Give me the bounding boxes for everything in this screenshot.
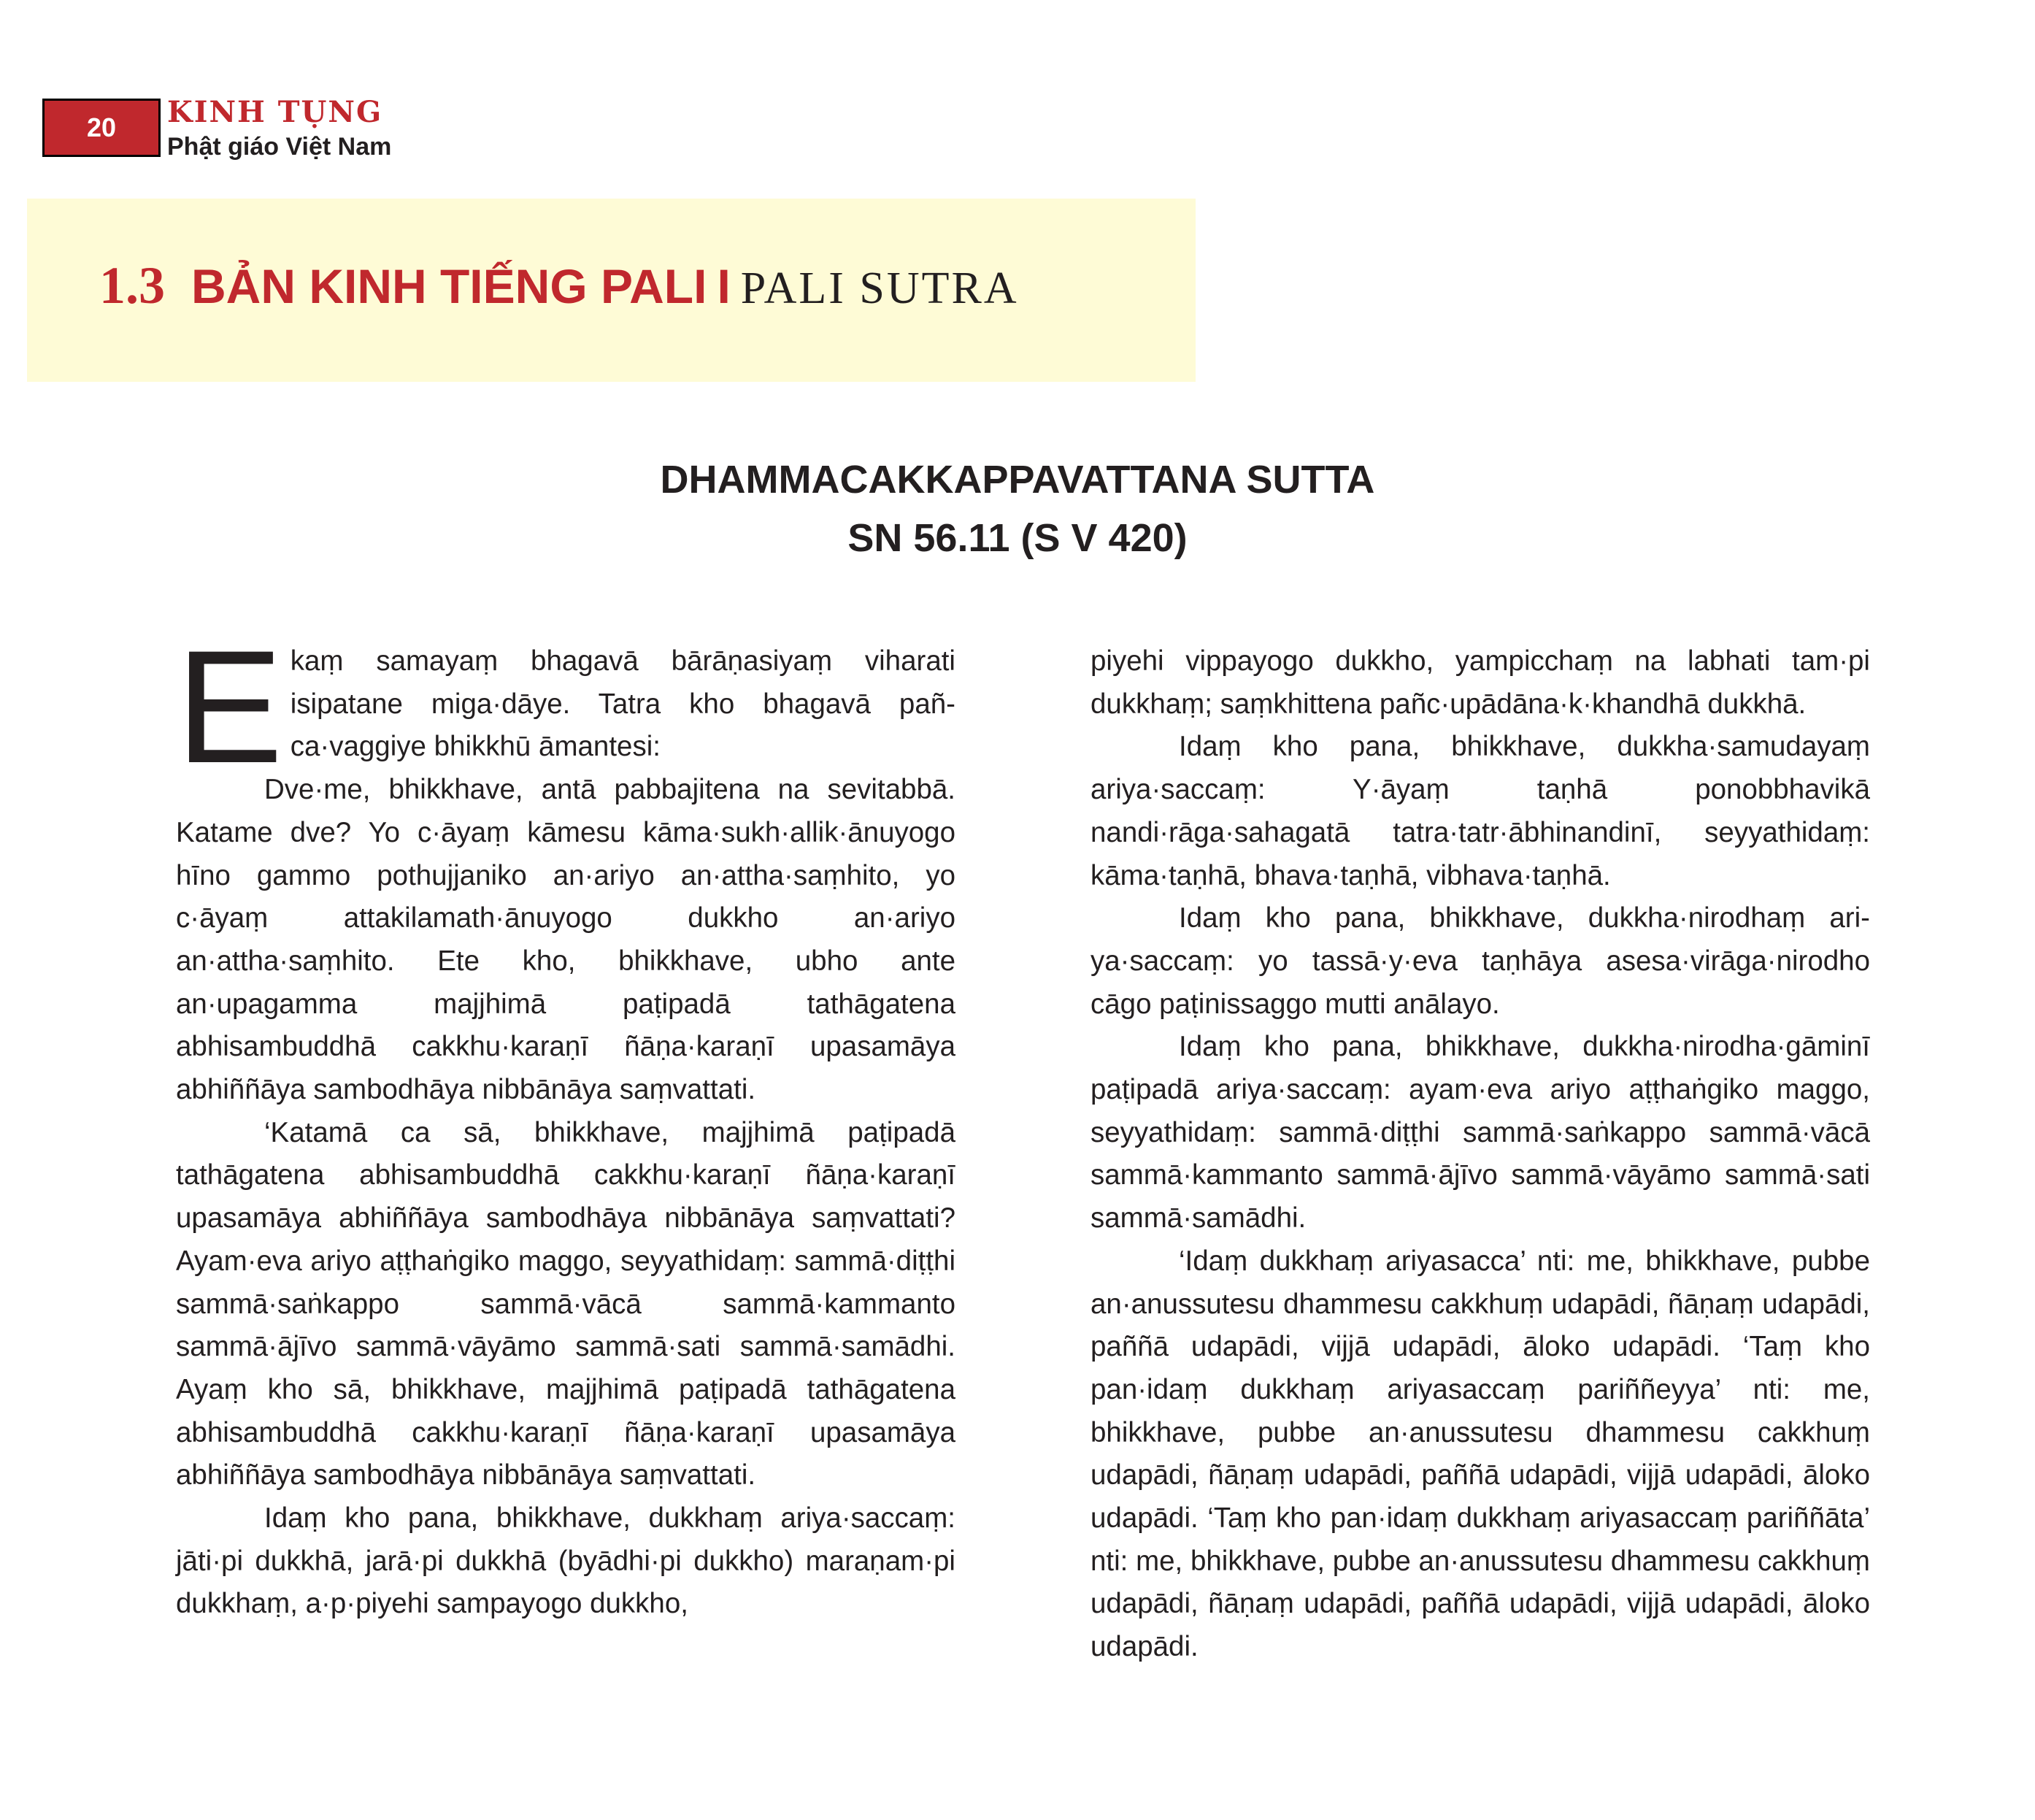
right-column <box>1090 640 1870 1669</box>
paragraph: Idaṃ kho pana, bhikkhave, dukkha·nirodha·gāminī paṭipadā ariya·saccaṃ: ayam·eva ariyo aṭṭhaṅgiko maggo, seyyathidaṃ: sammā·diṭṭhi sammā·saṅkappo sammā·vācā sammā·kammanto sammā·ājīvo sammā·vāyāmo sammā·sati sammā·samādhi. <box>1090 1031 1870 1235</box>
left-column <box>176 617 955 1626</box>
paragraph: ‘Katamā ca sā, bhikkhave, majjhimā paṭipadā tathāgatena abhisambuddhā cakkhu·karaṇī ñāṇa·karaṇī upasamāya abhiññāya sambodhāya nibbānāya saṃvattati? Ayam·eva ariyo aṭṭhaṅgiko maggo, seyyathidaṃ: sammā·diṭṭhi sammā·saṅkappo sammā·vācā sammā·kammanto sammā·ājīvo sammā·vāyāmo sammā·sati sammā·samādhi. Ayaṃ kho sā, bhikkhave, majjhimā paṭipadā tathāgatena abhisambuddhā cakkhu·karaṇī ñāṇa·karaṇī upasamāya abhiññāya sambodhāya nibbānāya saṃvattati. <box>176 1116 955 1491</box>
drop-cap: E <box>176 617 283 796</box>
paragraph-text: kaṃ samayaṃ bhagavā bārāṇasiyaṃ viharati isipatane miga·dāye. Tatra kho bhagavā pañca·vaggiye bhikkhū āmantesi: <box>290 645 955 763</box>
paragraph: ‘Idaṃ dukkhaṃ ariyasacca’ nti: me, bhikkhave, pubbe an·anussutesu dhammesu cakkhuṃ udapādi, ñāṇaṃ udapādi, paññā udapādi, vijjā udapādi, āloko udapādi. ‘Taṃ kho pan·idaṃ dukkhaṃ ariyasaccaṃ pariññeyya’ nti: me, bhikkhave, pubbe an·anussutesu dhammesu cakkhuṃ udapādi, ñāṇaṃ udapādi, paññā udapādi, vijjā udapādi, āloko udapādi. ‘Taṃ kho pan·idaṃ dukkhaṃ ariyasaccaṃ pariññāta’ nti: me, bhikkhave, pubbe an·anussutesu dhammesu cakkhuṃ udapādi, ñāṇaṃ udapādi, paññā udapādi, vijjā udapādi, āloko udapādi. <box>1090 1245 1870 1663</box>
section-title-en: PALI SUTRA <box>740 264 1019 313</box>
section-separator: I <box>717 259 731 313</box>
paragraph: Idaṃ kho pana, bhikkhave, dukkhaṃ ariya·saccaṃ: jāti·pi dukkhā, jarā·pi dukkhā (byādhi·pi dukkho) maraṇam·pi dukkhaṃ, a·p·piyehi sampayogo dukkho, <box>176 1502 955 1620</box>
paragraph: Idaṃ kho pana, bhikkhave, dukkha·samudayaṃ ariya·saccaṃ: Y·āyaṃ taṇhā ponobbhavikā nandi·rāga·sahagatā tatra·tatr·ābhinandinī, seyyathidaṃ: kāma·taṇhā, bhava·taṇhā, vibhava·taṇhā. <box>1090 731 1870 891</box>
brand-subtitle: Phật giáo Việt Nam <box>167 133 392 161</box>
section-heading <box>99 256 1019 316</box>
paragraph: Dve·me, bhikkhave, antā pabbajitena na sevitabbā. Katame dve? Yo c·āyaṃ kāmesu kāma·sukh·allik·ānuyogo hīno gammo pothujjaniko an·ariyo an·attha·saṃhito, yo c·āyaṃ attakilamath·ānuyogo dukkho an·ariyo an·attha·saṃhito. Ete kho, bhikkhave, ubho ante an·upagamma majjhimā paṭipadā tathāgatena abhisambuddhā cakkhu·karaṇī ñāṇa·karaṇī upasamāya abhiññāya sambodhāya nibbānāya saṃvattati. <box>176 774 955 1106</box>
brand-title: KINH TỤNG <box>167 95 383 129</box>
paragraph <box>176 617 955 796</box>
paragraph: Idaṃ kho pana, bhikkhave, dukkha·nirodhaṃ ariya·saccaṃ: yo tassā·y·eva taṇhāya asesa·virāga·nirodho cāgo paṭinissaggo mutti anālayo. <box>1090 902 1870 1020</box>
paragraph: piyehi vippayogo dukkho, yampicchaṃ na labhati tam·pi dukkhaṃ; saṃkhittena pañc·upādāna·k·khandhā dukkhā. <box>1090 645 1870 720</box>
section-number: 1.3 <box>99 256 165 315</box>
page-number: 20 <box>45 101 158 155</box>
section-title-vi: BẢN KINH TIẾNG PALI <box>191 259 707 313</box>
sutta-reference: SN 56.11 (S V 420) <box>847 516 1188 560</box>
sutta-title: DHAMMACAKKAPPAVATTANA SUTTA <box>660 458 1375 502</box>
